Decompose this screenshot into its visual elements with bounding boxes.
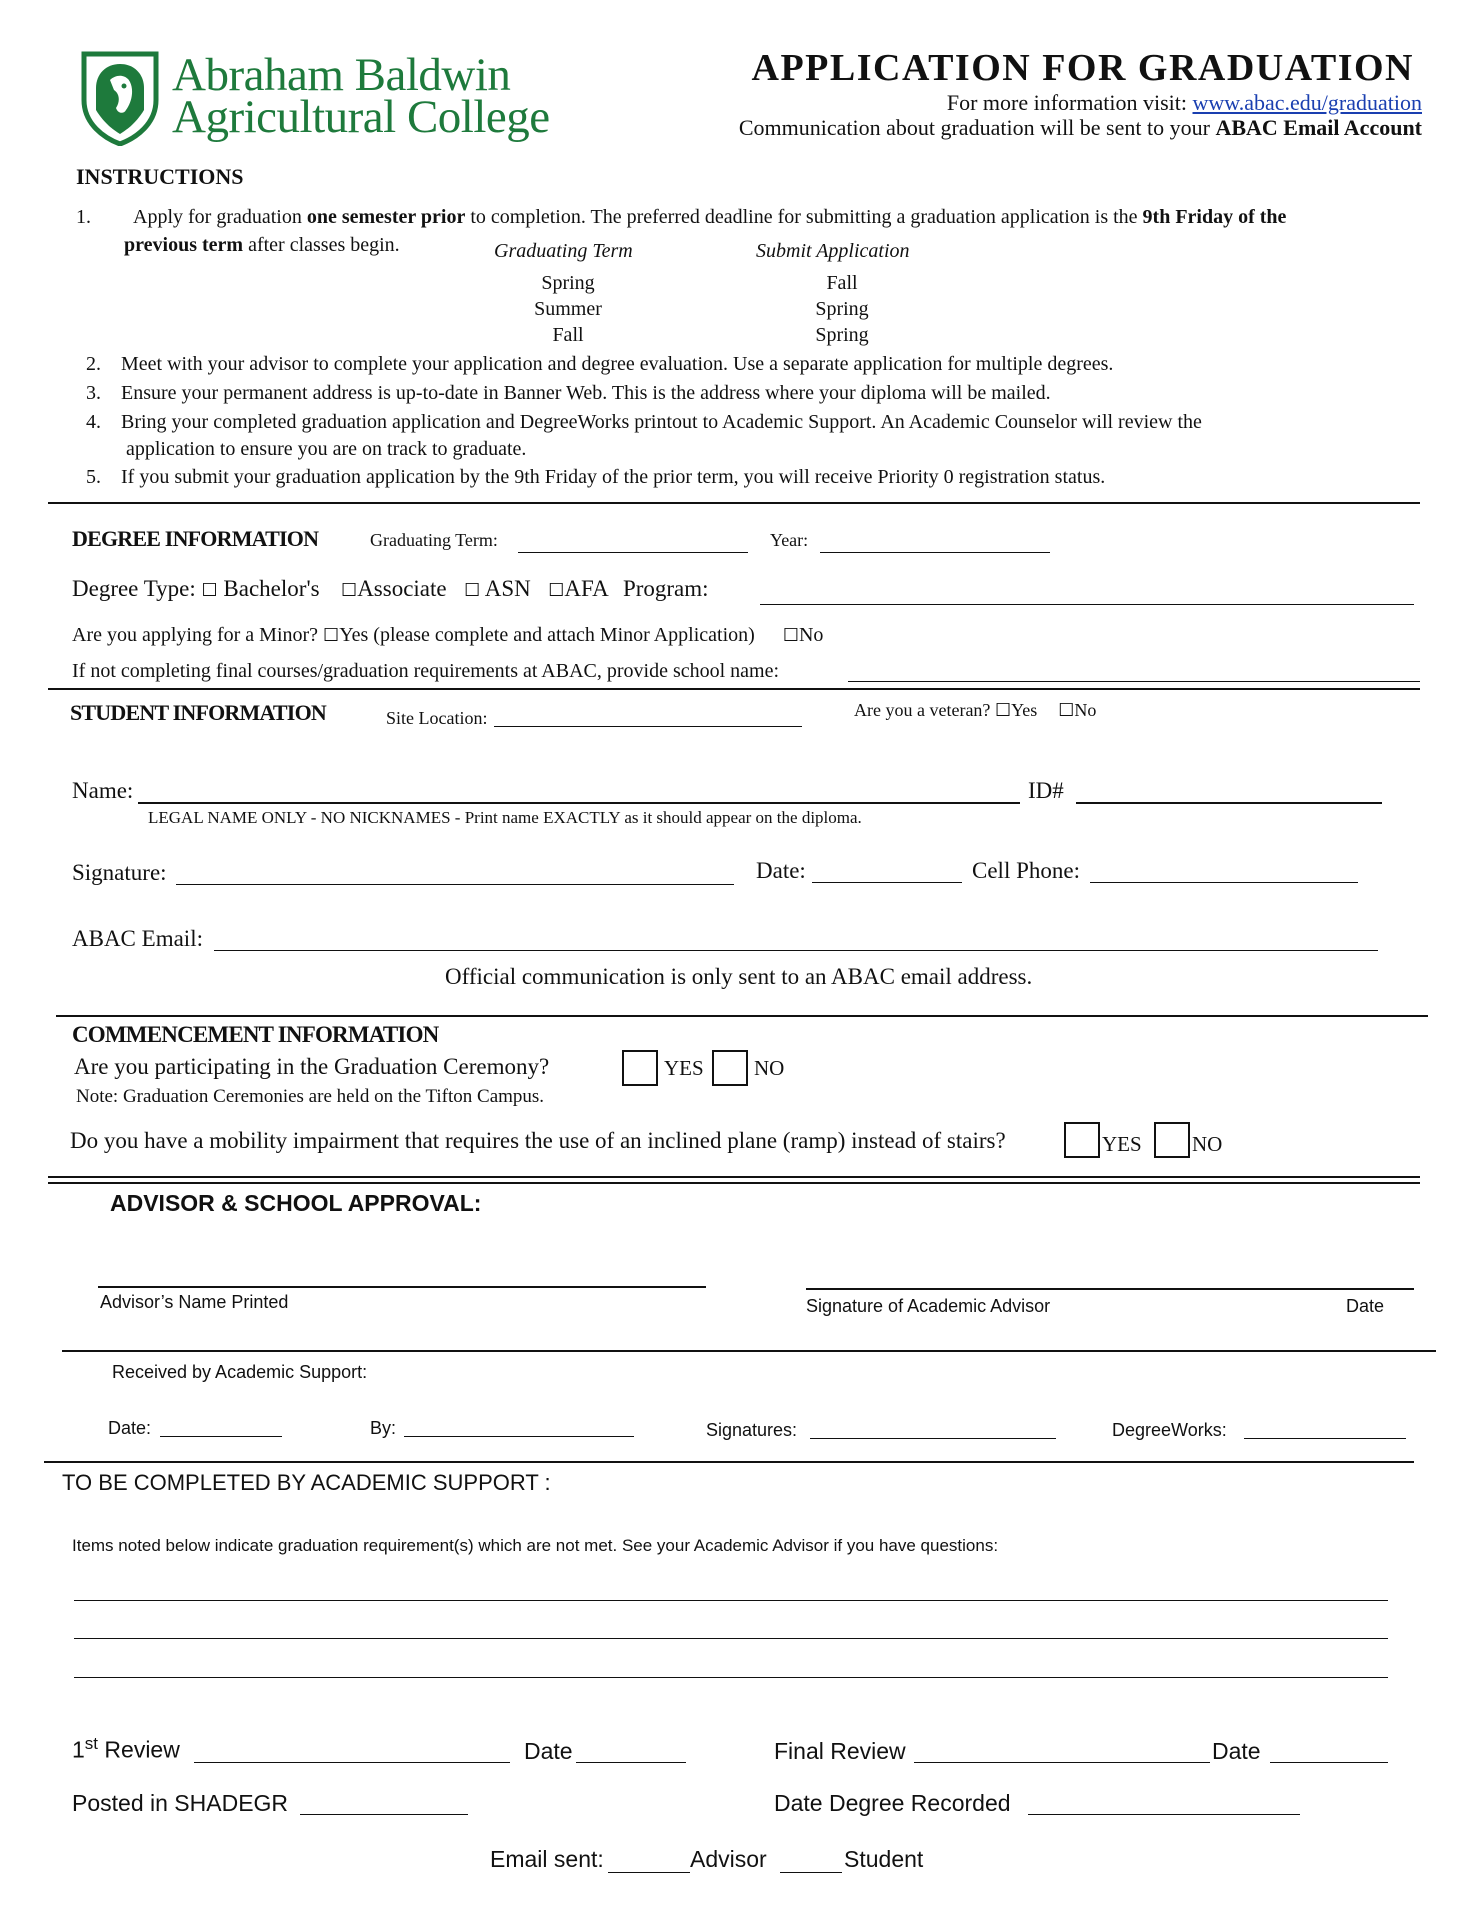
horse-shield-icon <box>80 50 160 146</box>
veteran-yes-label: Yes <box>1011 700 1038 720</box>
received-date-field[interactable] <box>160 1436 282 1437</box>
ceremony-yes-label: YES <box>664 1056 704 1080</box>
instruction-1-cont <box>124 234 400 257</box>
mobility-no-label: NO <box>1192 1132 1223 1156</box>
veteran-row <box>854 700 1096 721</box>
advisor-signature-label: Signature of Academic Advisor <box>806 1296 1051 1316</box>
degreeworks-label: DegreeWorks: <box>1112 1420 1227 1440</box>
received-by-field[interactable] <box>404 1436 634 1437</box>
date-recorded-field[interactable] <box>1028 1814 1300 1815</box>
minor-question: Are you applying for a Minor? <box>72 624 319 646</box>
requirement-line[interactable] <box>74 1600 1388 1601</box>
instruction-num: 1. <box>76 206 91 228</box>
degree-heading: DEGREE INFORMATION <box>72 526 319 551</box>
minor-no-checkbox[interactable]: ☐ <box>782 625 799 646</box>
instruction-bold: previous term <box>124 234 244 256</box>
instruction-3 <box>86 382 1051 405</box>
veteran-no-label: No <box>1074 700 1097 720</box>
veteran-no-checkbox[interactable]: ☐ <box>1058 700 1075 721</box>
associate-label: Associate <box>357 576 447 601</box>
instruction-5 <box>86 466 1105 489</box>
afa-label: AFA <box>564 576 608 601</box>
mobility-yes-box[interactable] <box>1064 1122 1100 1158</box>
posted-label: Posted in SHADEGR <box>72 1790 289 1816</box>
divider <box>48 502 1420 504</box>
graduating-term-field[interactable] <box>518 552 748 553</box>
other-school-label: If not completing final courses/graduation requirements at ABAC, provide school name: <box>72 660 780 682</box>
abac-email-label: ABAC Email: <box>72 926 203 951</box>
divider <box>48 1182 1420 1184</box>
student-heading: STUDENT INFORMATION <box>70 700 326 725</box>
degreeworks-field[interactable] <box>1244 1438 1406 1439</box>
received-label: Received by Academic Support: <box>112 1362 368 1382</box>
site-location-field[interactable] <box>494 726 802 727</box>
year-field[interactable] <box>820 552 1050 553</box>
instruction-text: If you submit your graduation application by the 9th Friday of the prior term, you will receive Priority 0 registration status. <box>121 466 1106 488</box>
id-field[interactable] <box>1076 802 1382 804</box>
term-table-cell: Fall <box>826 272 858 294</box>
email-sent-student-field[interactable] <box>780 1872 842 1873</box>
term-table-cell: Spring <box>815 298 869 320</box>
advisor-name-label: Advisor’s Name Printed <box>100 1292 289 1312</box>
requirement-line[interactable] <box>74 1677 1388 1678</box>
first-review-date-field[interactable] <box>576 1762 686 1763</box>
ceremony-question: Are you participating in the Graduation Ceremony? <box>74 1054 550 1079</box>
comm-email-account: ABAC Email Account <box>1215 115 1422 140</box>
instruction-4-cont: application to ensure you are on track to graduate. <box>126 438 527 460</box>
degree-type-label: Degree Type: <box>72 576 196 601</box>
bachelor-label: Bachelor's <box>223 576 320 601</box>
instruction-1 <box>76 206 1286 229</box>
divider <box>48 688 1420 690</box>
first-review-label <box>72 1734 180 1764</box>
associate-checkbox[interactable]: ☐ <box>341 580 358 601</box>
mobility-yes-label: YES <box>1102 1132 1142 1156</box>
page-title: APPLICATION FOR GRADUATION <box>751 47 1414 89</box>
cell-phone-label: Cell Phone: <box>972 858 1080 883</box>
first-review-text: Review <box>98 1736 180 1763</box>
instruction-text: Ensure your permanent address is up-to-date in Banner Web. This is the address where your diploma will be mailed. <box>121 382 1051 404</box>
email-sent-label: Email sent: <box>490 1846 604 1872</box>
asn-checkbox[interactable]: ☐ <box>464 580 481 601</box>
instruction-bold: 9th Friday of the <box>1142 206 1287 228</box>
ceremony-note: Note: Graduation Ceremonies are held on the Tifton Campus. <box>76 1086 545 1107</box>
year-label: Year: <box>770 530 809 550</box>
term-table-header-2: Submit Application <box>756 240 910 262</box>
first-review-num: 1 <box>72 1736 85 1763</box>
term-table-cell: Fall <box>552 324 584 346</box>
divider <box>56 1015 1428 1017</box>
term-table-header-1: Graduating Term <box>494 240 633 262</box>
instruction-num: 5. <box>86 466 101 488</box>
afa-checkbox[interactable]: ☐ <box>548 580 565 601</box>
final-review-date-field[interactable] <box>1270 1762 1388 1763</box>
email-sent-advisor-field[interactable] <box>608 1872 690 1873</box>
divider <box>62 1350 1436 1352</box>
date-recorded-label: Date Degree Recorded <box>774 1790 1011 1816</box>
minor-yes-label: Yes (please complete and attach Minor Application) <box>339 624 755 646</box>
instruction-text: Bring your completed graduation application and DegreeWorks printout to Academic Support. An Academic Counselor will review the <box>121 411 1202 433</box>
ceremony-no-label: NO <box>754 1056 785 1080</box>
bachelor-checkbox[interactable]: ☐ <box>201 580 218 601</box>
instruction-4 <box>86 411 1202 434</box>
name-label: Name: <box>72 778 134 803</box>
veteran-yes-checkbox[interactable]: ☐ <box>994 700 1012 721</box>
email-sent-student-label: Student <box>844 1846 924 1872</box>
advisor-name-field[interactable] <box>98 1286 706 1288</box>
info-line <box>947 90 1422 116</box>
veteran-question: Are you a veteran? <box>854 700 991 720</box>
mobility-question: Do you have a mobility impairment that requires the use of an inclined plane (ramp) instead of stairs? <box>70 1128 1006 1153</box>
instruction-bold: one semester prior <box>306 206 466 228</box>
email-sent-advisor-label: Advisor <box>690 1846 767 1872</box>
term-table-cell: Spring <box>541 272 595 294</box>
signatures-field[interactable] <box>810 1438 1056 1439</box>
email-note: Official communication is only sent to an ABAC email address. <box>445 964 1033 989</box>
final-review-date-label: Date <box>1212 1738 1261 1764</box>
first-review-sup: st <box>84 1734 99 1753</box>
instruction-num: 4. <box>86 411 101 433</box>
advisor-signature-field[interactable] <box>806 1288 1414 1290</box>
advisor-date-label: Date <box>1346 1296 1385 1316</box>
signature-field[interactable] <box>176 884 734 885</box>
instruction-2 <box>86 353 1113 376</box>
instruction-text: Apply for graduation <box>133 206 307 228</box>
program-label: Program: <box>622 576 709 601</box>
minor-yes-checkbox[interactable]: ☐ <box>323 625 340 646</box>
first-review-date-label: Date <box>524 1738 573 1764</box>
id-label: ID# <box>1028 778 1064 803</box>
received-date-label: Date: <box>108 1418 152 1438</box>
requirement-line[interactable] <box>74 1638 1388 1639</box>
instructions-heading: INSTRUCTIONS <box>76 164 244 189</box>
divider <box>48 1176 1420 1178</box>
minor-no-label: No <box>798 624 824 646</box>
divider <box>44 1461 1414 1463</box>
name-field[interactable] <box>138 802 1020 804</box>
ceremony-no-box[interactable] <box>712 1050 748 1086</box>
date-field[interactable] <box>812 882 962 883</box>
date-label: Date: <box>756 858 806 883</box>
mobility-no-box[interactable] <box>1154 1122 1190 1158</box>
instruction-text: Meet with your advisor to complete your application and degree evaluation. Use a separate application for multiple degrees. <box>121 353 1114 375</box>
final-review-field[interactable] <box>914 1762 1210 1763</box>
first-review-field[interactable] <box>194 1762 510 1763</box>
signature-label: Signature: <box>72 860 167 885</box>
instruction-text: to completion. The preferred deadline for submitting a graduation application is the <box>465 206 1143 228</box>
info-prefix: For more information visit: <box>946 90 1193 115</box>
other-school-field[interactable] <box>848 681 1420 682</box>
posted-field[interactable] <box>300 1814 468 1815</box>
site-location-label: Site Location: <box>386 708 488 728</box>
approval-heading: ADVISOR & SCHOOL APPROVAL: <box>110 1190 482 1216</box>
abac-email-field[interactable] <box>214 950 1378 951</box>
comm-prefix: Communication about graduation will be sent to your <box>738 115 1216 140</box>
requirements-note: Items noted below indicate graduation requirement(s) which are not met. See your Academic Advisor if you have questions: <box>72 1536 999 1555</box>
term-table-cell: Summer <box>534 298 602 320</box>
commencement-heading: COMMENCEMENT INFORMATION <box>72 1022 439 1047</box>
college-name-line1: Abraham Baldwin <box>172 49 511 101</box>
signatures-label: Signatures: <box>706 1420 798 1440</box>
final-review-label: Final Review <box>774 1738 906 1764</box>
asn-label: ASN <box>484 576 531 601</box>
instruction-num: 2. <box>86 353 101 375</box>
program-field[interactable] <box>760 604 1414 605</box>
instruction-num: 3. <box>86 382 101 404</box>
term-table-cell: Spring <box>815 324 869 346</box>
instruction-text: after classes begin. <box>243 234 400 256</box>
academic-support-heading: TO BE COMPLETED BY ACADEMIC SUPPORT : <box>62 1470 551 1495</box>
minor-row <box>72 624 823 647</box>
graduation-link[interactable]: www.abac.edu/graduation <box>1192 90 1422 115</box>
degree-type-row <box>72 576 709 602</box>
ceremony-yes-box[interactable] <box>622 1050 658 1086</box>
cell-phone-field[interactable] <box>1090 882 1358 883</box>
college-name-line2: Agricultural College <box>172 91 550 143</box>
communication-line <box>739 115 1422 141</box>
received-by-label: By: <box>370 1418 397 1438</box>
graduating-term-label: Graduating Term: <box>370 530 498 550</box>
name-note: LEGAL NAME ONLY - NO NICKNAMES - Print name EXACTLY as it should appear on the diploma. <box>148 808 862 827</box>
